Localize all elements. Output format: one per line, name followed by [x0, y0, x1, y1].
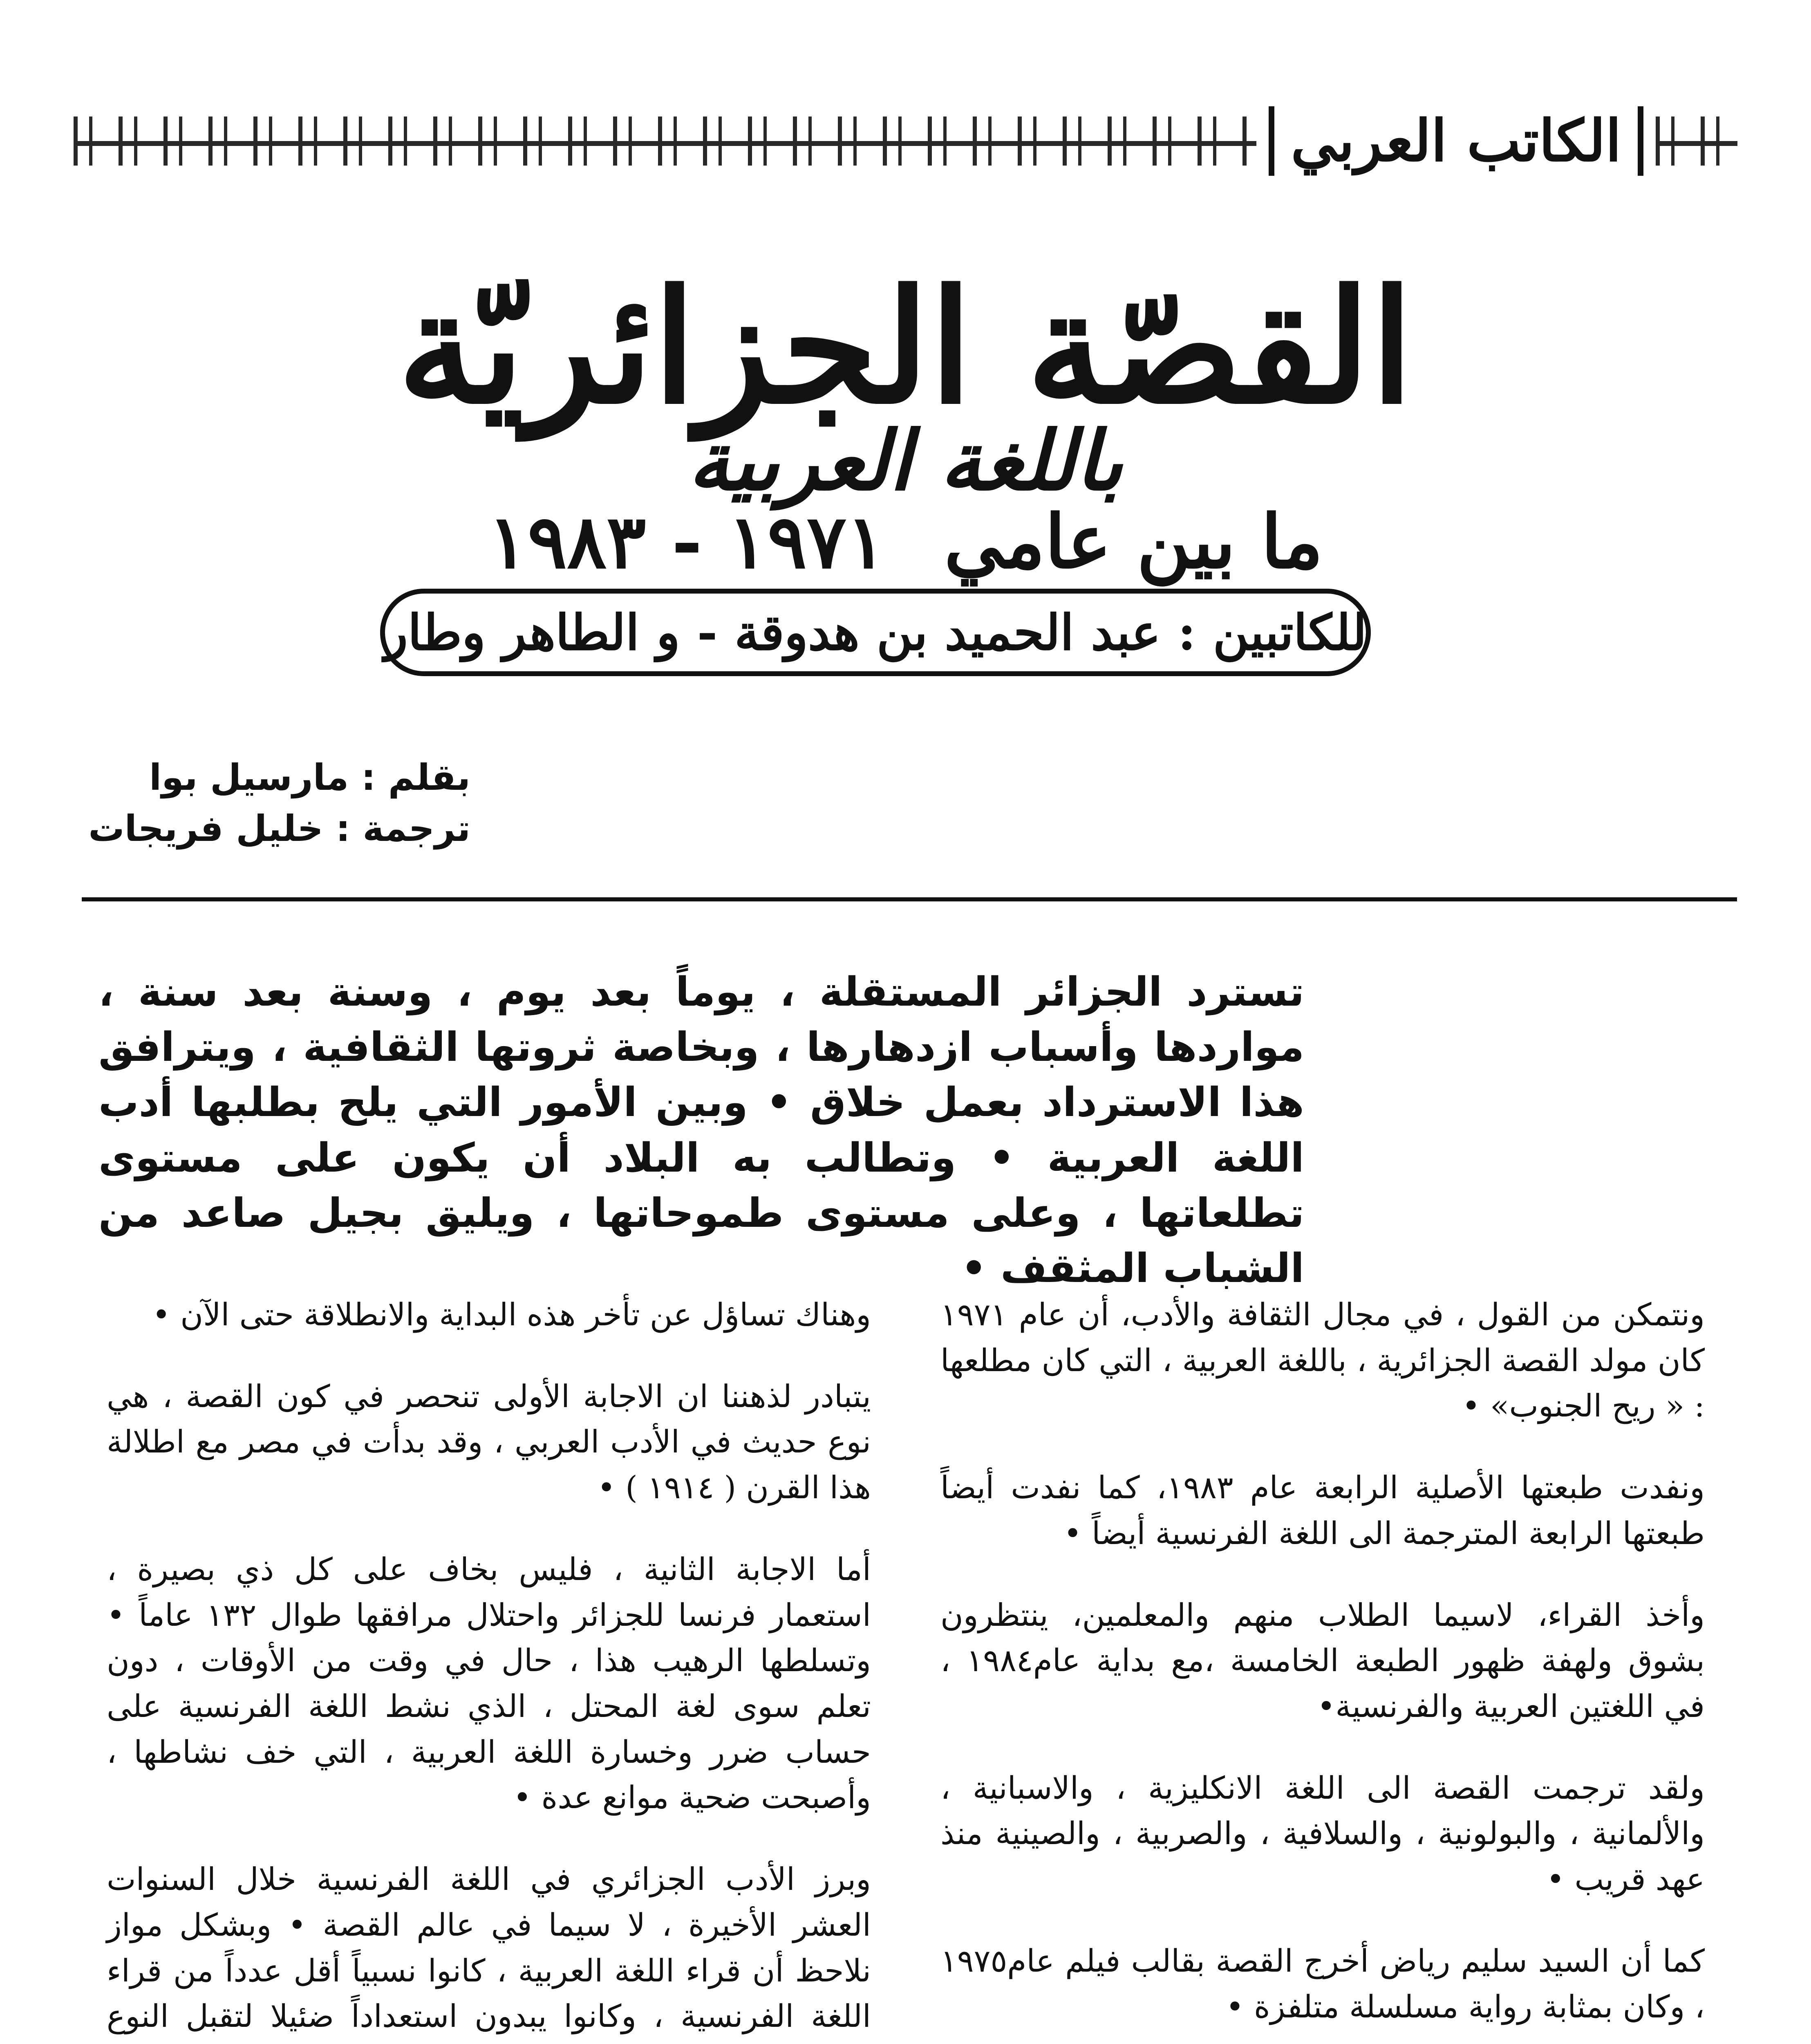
article-title: القصّة الجزائريّة: [397, 256, 1414, 438]
byline-translator: ترجمة : خليل فريجات: [88, 807, 470, 849]
paragraph: ونتمكن من القول ، في مجال الثقافة والأدب، أن عام ١٩٧١ كان مولد القصة الجزائرية ، باللغة العربية ، التي كان مطلعها : « ريح الجنوب» •: [940, 1296, 1705, 1424]
byline: [88, 752, 470, 854]
intro-paragraph: تسترد الجزائر المستقلة ، يوماً بعد يوم ، وسنة بعد سنة ، مواردها وأسباب ازدهارها ، وبخاصة ثروتها الثقافية ، ويترافق هذا الاسترداد بعمل خلاق • وبين الأمور التي يلح بطلبها أدب اللغة العربية • وتطالب به البلاد أن يكون على مستوى تطلعاتها ، وعلى مستوى طموحاتها ، ويليق بجيل صاعد من الشباب المثقف •: [98, 969, 1304, 1292]
header-divider: [82, 897, 1737, 901]
header-ornament: [74, 104, 1737, 178]
authors-box: للكاتبين : عبد الحميد بن هدوقة - و الطاهر وطار: [380, 589, 1371, 676]
paragraph: وأخذ القراء، لاسيما الطلاب منهم والمعلمين، ينتظرون بشوق ولهفة ظهور الطبعة الخامسة ،مع بداية عام١٩٨٤ ، في اللغتين العربية والفرنسية•: [940, 1596, 1705, 1725]
article-period: [0, 499, 1811, 585]
period-years: ١٩٧١ - ١٩٨٣: [488, 499, 886, 585]
paragraph: يتبادر لذهننا ان الاجابة الأولى تنحصر في كون القصة ، هي نوع حديث في الأدب العربي ، وقد بدأت في مصر مع اطلالة هذا القرن ( ١٩١٤ ) •: [107, 1378, 871, 1506]
ornament-strip-right: [1656, 117, 1737, 166]
left-column: [107, 1292, 871, 2044]
paragraph: ونفدت طبعتها الأصلية الرابعة عام ١٩٨٣، كما نفدت أيضاً طبعتها الرابعة المترجمة الى اللغة الفرنسية أيضاً •: [940, 1469, 1705, 1551]
article-subtitle: باللغة العربية: [688, 413, 1123, 509]
masthead-logo: الكاتب العربي: [1269, 106, 1643, 176]
byline-author: بقلم : مارسيل بوا: [149, 756, 470, 798]
ornament-strip-left: [74, 117, 1256, 166]
paragraph: أما الاجابة الثانية ، فليس بخاف على كل ذي بصيرة ، استعمار فرنسا للجزائر واحتلال مرافقها طوال ١٣٢ عاماً • وتسلطها الرهيب هذا ، حال في وقت من الأوقات ، دون تعلم سوى لغة المحتل ، الذي نشط اللغة الفرنسية على حساب ضرر وخسارة اللغة العربية ، التي خف نشاطها ، وأصبحت ضحية موانع عدة •: [107, 1551, 871, 1816]
paragraph: وبرز الأدب الجزائري في اللغة الفرنسية خلال السنوات العشر الأخيرة ، لا سيما في عالم القصة • وبشكل مواز نلاحظ أن قراء اللغة العربية ، كانوا نسبياً أقل عدداً من قراء اللغة الفرنسية ، وكانوا يبدون استعداداً ضئيلا لتقبل النوع: [107, 1861, 871, 2035]
paragraph: وهناك تساؤل عن تأخر هذه البداية والانطلاقة حتى الآن •: [152, 1296, 871, 1333]
paragraph: ولقد ترجمت القصة الى اللغة الانكليزية ، والاسبانية ، والألمانية ، والبولونية ، والسلافية ، والصربية ، والصينية منذ عهد قريب •: [940, 1769, 1705, 1898]
paragraph: كما أن السيد سليم رياض أخرج القصة بقالب فيلم عام١٩٧٥ ، وكان بمثابة رواية مسلسلة متلفزة •: [940, 1942, 1705, 2025]
period-label: ما بين عامي: [944, 499, 1323, 585]
right-column: [940, 1292, 1705, 2044]
